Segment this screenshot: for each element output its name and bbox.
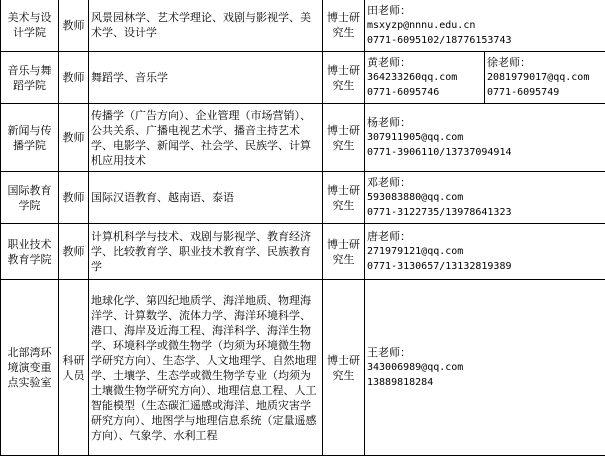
- post-cell: 教师: [59, 0, 89, 52]
- contact-cell: [365, 52, 485, 104]
- post-cell: 科研人员: [59, 280, 89, 456]
- education-cell: 博士研究生: [323, 280, 365, 456]
- contact-cell: [365, 172, 605, 224]
- contact-name: 王老师：: [367, 346, 411, 359]
- education-cell: 博士研究生: [323, 224, 365, 280]
- contact-phone: 0771-6095102/18776153743: [367, 34, 512, 46]
- contact-email: 364233260qq.com: [367, 72, 458, 83]
- contact-email: 593083880@qq.com: [367, 192, 464, 203]
- majors-cell: 计算机科学与技术、戏剧与影视学、教育经济学、比较教育学、职业技术教育学、民族教育学: [89, 224, 323, 280]
- education-cell: 博士研究生: [323, 0, 365, 52]
- table-row: [1, 52, 605, 104]
- education-cell: 博士研究生: [323, 104, 365, 172]
- education-cell: 博士研究生: [323, 52, 365, 104]
- table-row: [1, 224, 605, 280]
- table-row: [1, 172, 605, 224]
- contact-cell: [365, 224, 605, 280]
- contact-email: 2081979017@qq.com: [487, 72, 590, 83]
- contact-email: 343006989@qq.com: [367, 362, 464, 373]
- contact-cell: [485, 52, 605, 104]
- contact-cell: [365, 280, 605, 456]
- education-cell: 博士研究生: [323, 172, 365, 224]
- contact-cell: [365, 104, 605, 172]
- contact-email: msxyzp@nnnu.edu.cn: [367, 19, 476, 31]
- contact-name: 徐老师：: [487, 56, 531, 69]
- post-cell: 教师: [59, 224, 89, 280]
- college-cell: 职业技术教育学院: [1, 224, 59, 280]
- contact-email: 307911905@qq.com: [367, 132, 464, 143]
- college-cell: 美术与设计学院: [1, 0, 59, 52]
- contact-phone: 0771-3906110/13737094914: [367, 147, 512, 158]
- college-cell: 新闻与传播学院: [1, 104, 59, 172]
- majors-cell: 地球化学、第四纪地质学、海洋地质、物理海洋学、计算数学、流体力学、海洋环境科学、港口、海岸及近海工程、海洋科学、海洋生物学、环境科学或微生物学（均须为环境微生物学研究方向）、生态学、人文地理学、自然地理学、土壤学、生态学或微生物学专业（均须为土壤微生物学研究方向）、地理信息工程、人工智能模型（生态碳汇遥感或海洋、地质灾害学研究方向）、地图学与地理信息系统（定量遥感方向）、气象学、水利工程: [89, 280, 323, 456]
- contact-name: 田老师：: [367, 3, 411, 17]
- post-cell: 教师: [59, 172, 89, 224]
- college-cell: 北部湾环境演变重点实验室: [1, 280, 59, 456]
- table-row: [1, 0, 605, 52]
- contact-phone: 0771-3122735/13978641323: [367, 207, 512, 218]
- post-cell: 教师: [59, 52, 89, 104]
- table-row: [1, 104, 605, 172]
- post-cell: 教师: [59, 104, 89, 172]
- majors-cell: 传播学（广告方向）、企业管理（市场营销）、公共关系、广播电视艺术学、播音主持艺术学、电影学、新闻学、社会学、民族学、计算机应用技术: [89, 104, 323, 172]
- contact-name: 邓老师：: [367, 176, 411, 189]
- contact-email: 271979121@qq.com: [367, 246, 464, 257]
- majors-cell: 舞蹈学、音乐学: [89, 52, 323, 104]
- contact-phone: 0771-6095749: [487, 87, 560, 98]
- majors-cell: 国际汉语教育、越南语、泰语: [89, 172, 323, 224]
- contact-phone: 0771-3130657/13132819389: [367, 261, 512, 272]
- table-row: [1, 280, 605, 456]
- college-cell: 音乐与舞蹈学院: [1, 52, 59, 104]
- contact-cell: [365, 0, 605, 52]
- contact-phone: 0771-6095746: [367, 87, 440, 98]
- contact-name: 杨老师：: [367, 116, 411, 129]
- college-cell: 国际教育学院: [1, 172, 59, 224]
- contact-phone: 13889818284: [367, 377, 434, 388]
- contact-name: 黄老师：: [367, 56, 411, 69]
- contact-name: 唐老师：: [367, 230, 411, 243]
- majors-cell: 风景园林学、艺术学理论、戏剧与影视学、美术学、设计学: [89, 0, 323, 52]
